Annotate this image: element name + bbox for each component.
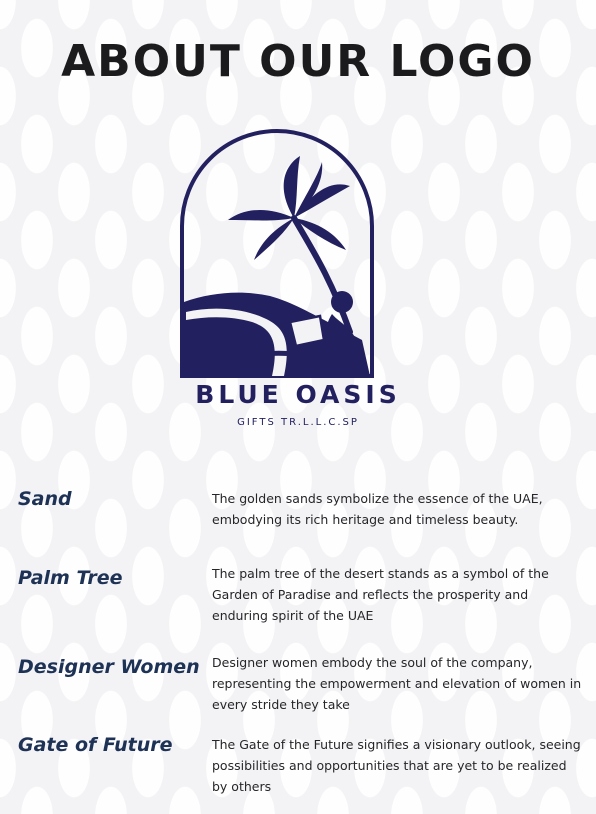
blue-oasis-logo-icon bbox=[172, 126, 382, 382]
feature-name: Palm Tree bbox=[18, 567, 123, 589]
page-title: ABOUT OUR LOGO bbox=[61, 36, 535, 87]
feature-name: Designer Women bbox=[18, 656, 200, 678]
feature-name: Sand bbox=[18, 488, 72, 510]
feature-description: Designer women embody the soul of the company, representing the empowerment and elevation of women in every stride they take bbox=[212, 655, 582, 712]
feature-description: The Gate of the Future signifies a visionary outlook, seeing possibilities and opportunities that are yet to be realized by others bbox=[212, 737, 581, 794]
feature-name: Gate of Future bbox=[18, 734, 173, 756]
brand-subtitle: GIFTS TR.L.L.C.SP bbox=[237, 417, 359, 428]
feature-description: The golden sands symbolize the essence of the UAE, embodying its rich heritage and timeless beauty. bbox=[212, 491, 543, 527]
feature-description: The palm tree of the desert stands as a symbol of the Garden of Paradise and reflects the prosperity and enduring spirit of the UAE bbox=[212, 566, 549, 623]
brand-name: BLUE OASIS bbox=[195, 380, 401, 409]
